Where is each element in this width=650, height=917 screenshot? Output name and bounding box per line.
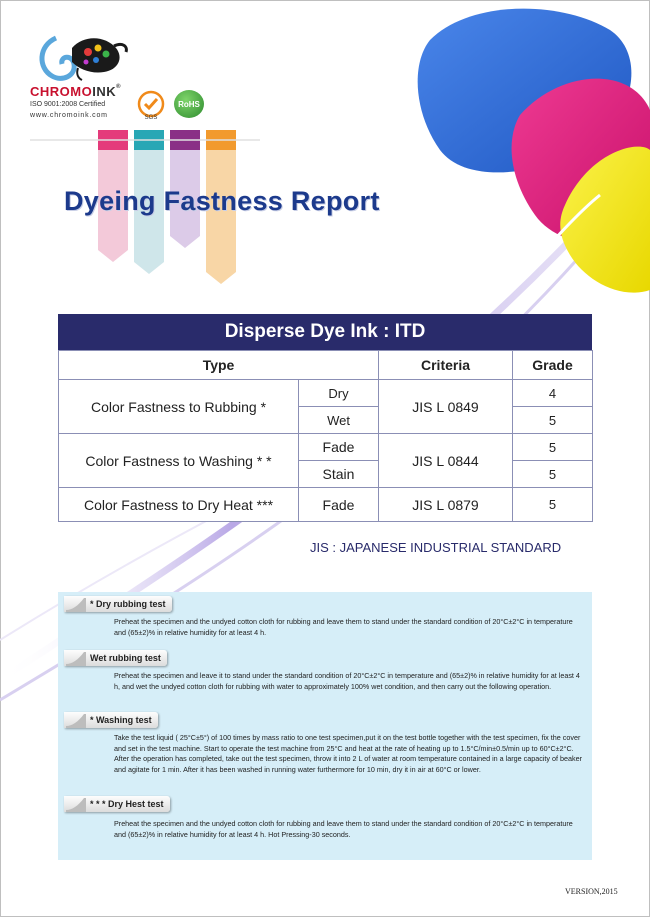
sgs-badge-icon [136,90,166,120]
condition: Fade [299,434,379,461]
page-curl-icon [64,596,86,612]
criteria: JIS L 0844 [379,434,513,488]
grade: 5 [513,488,593,522]
test-title-tab: * Dry rubbing test [64,596,172,612]
iso-certification: ISO 9001:2008 Certified [30,101,106,108]
condition: Wet [299,407,379,434]
condition: Stain [299,461,379,488]
grade: 5 [513,407,593,434]
test-title-tab: * * * Dry Hest test [64,796,170,812]
rohs-badge: RoHS [174,90,204,118]
condition: Fade [299,488,379,522]
condition: Dry [299,380,379,407]
table-row [59,434,593,461]
criteria: JIS L 0849 [379,380,513,434]
svg-text:SGS: SGS [144,115,158,120]
test-name: Color Fastness to Rubbing * [59,380,299,434]
test-description: Preheat the specimen and leave it to stand under the standard condition of 20°C±2°C in temperature and (65±2)% in relative humidity for at least 4 h, and wet the undyed cotton cloth for rubbing with water to approximately 100% wet condition, and then carry out the following operation. [114,671,580,691]
page-curl-icon [64,650,86,666]
jis-note: JIS : JAPANESE INDUSTRIAL STANDARD [310,540,562,555]
brand-name: CHROMOINK® [30,84,122,99]
test-methods-panel [58,592,592,860]
table-row [59,488,593,522]
header-criteria: Criteria [379,351,513,380]
test-description: Preheat the specimen and the undyed cotton cloth for rubbing and leave them to stand under the standard condition of 20°C±2°C in temperature and (65±2)% in relative humidity for at least 4 h. Hot Pressing-30 seconds. [114,819,573,839]
test-name: Color Fastness to Dry Heat *** [59,488,299,522]
criteria: JIS L 0879 [379,488,513,522]
table-row [59,380,593,407]
page-curl-icon [64,712,86,728]
test-name: Color Fastness to Washing * * [59,434,299,488]
page-curl-icon [64,796,86,812]
table-header-row [59,351,593,380]
test-title-tab: * Washing test [64,712,158,728]
grade: 4 [513,380,593,407]
report-title: Dyeing Fastness Report [64,186,380,216]
grade: 5 [513,434,593,461]
test-description: Take the test liquid ( 25°C±5°) of 100 times by mass ratio to one test specimen,put it on the test bottle together with the test specimen, fix the cover and set in the test machine. Start to operate the test machine from 25°C and heat at the rate of heating up to 1.5°C/min±0.5/min up to 60°C±2°C. After the operation has completed, take out the test specimen, throw it into 2 L of water at room temperature contained in a large capacity of beaker and agitate for 1 min. After it has been washed in running water furthermore for 10 min, dry it in air at 60°C or lower. [114,733,582,774]
table-title: Disperse Dye Ink : ITD [58,314,592,350]
grade: 5 [513,461,593,488]
fastness-table [58,314,592,522]
website-text: www.chromoink.com [30,112,108,119]
header-grade: Grade [513,351,593,380]
version-label: VERSION,2015 [565,887,618,896]
test-title-tab: Wet rubbing test [64,650,167,666]
header-type: Type [59,351,379,380]
test-description: Preheat the specimen and the undyed cotton cloth for rubbing and leave them to stand under the standard condition of 20°C±2°C in temperature and (65±2)% in relative humidity for at least 4 h. [114,617,573,637]
